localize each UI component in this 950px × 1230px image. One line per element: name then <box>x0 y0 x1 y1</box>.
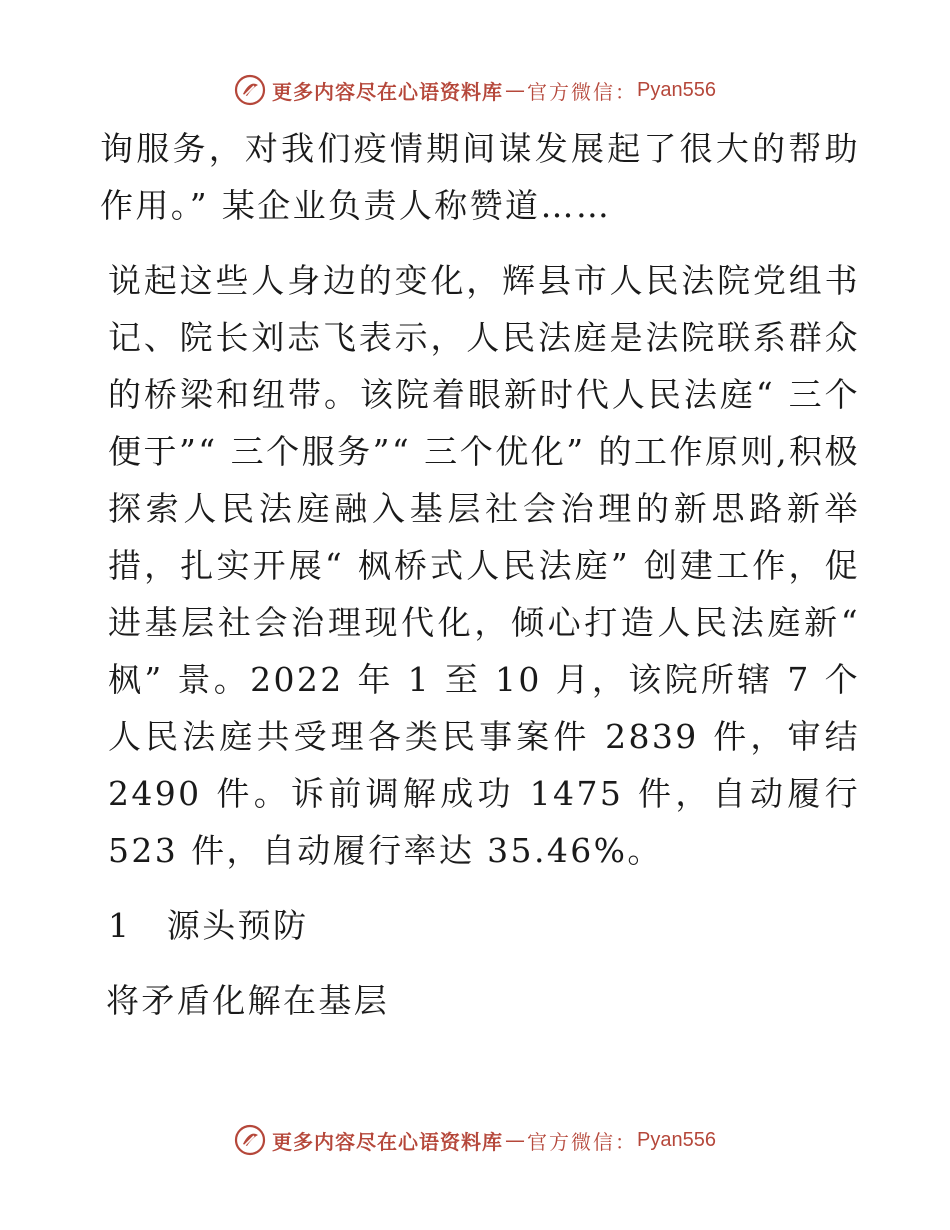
banner-wechat-label: 官方微信： <box>527 1129 638 1154</box>
header-watermark <box>0 70 950 110</box>
paragraph-quote-end: 询服务，对我们疫情期间谋发展起了很大的帮助作用。” 某企业负责人称赞道…… <box>100 129 860 225</box>
footer-watermark <box>0 1120 950 1160</box>
banner-brand-text: 更多内容尽在心语资料库 <box>272 79 504 104</box>
brand-logo-icon <box>234 74 266 106</box>
banner-dash: — <box>505 1128 526 1152</box>
banner-wechat-id: Pyan556 <box>637 78 716 101</box>
banner-brand-text: 更多内容尽在心语资料库 <box>272 1129 504 1154</box>
brand-logo-icon <box>234 1124 266 1156</box>
banner-dash: — <box>505 78 526 102</box>
banner-wechat-id: Pyan556 <box>637 1128 716 1151</box>
document-body <box>100 120 860 1029</box>
section-heading: 1 源头预防 <box>108 906 309 945</box>
banner-wechat-label: 官方微信： <box>527 79 638 104</box>
section-subheading: 将矛盾化解在基层 <box>106 981 390 1020</box>
paragraph-court-statement: 说起这些人身边的变化，辉县市人民法院党组书记、院长刘志飞表示，人民法庭是法院联系群众的桥梁和纽带。该院着眼新时代人民法庭“ 三个便于”“ 三个服务”“ 三个优化” 的工作原则,积极探索人民法庭融入基层社会治理的新思路新举措，扎实开展“ 枫桥式人民法庭” 创建工作，促进基层社会治理现代化，倾心打造人民法庭新“ 枫” 景。2022 年 1 至 10 月，该院所辖 7 个人民法庭共受理各类民事案件 2839 件，审结 2490 件。诉前调解成功 1475 件，自动履行 523 件，自动履行率达 35.46%。 <box>108 261 860 870</box>
